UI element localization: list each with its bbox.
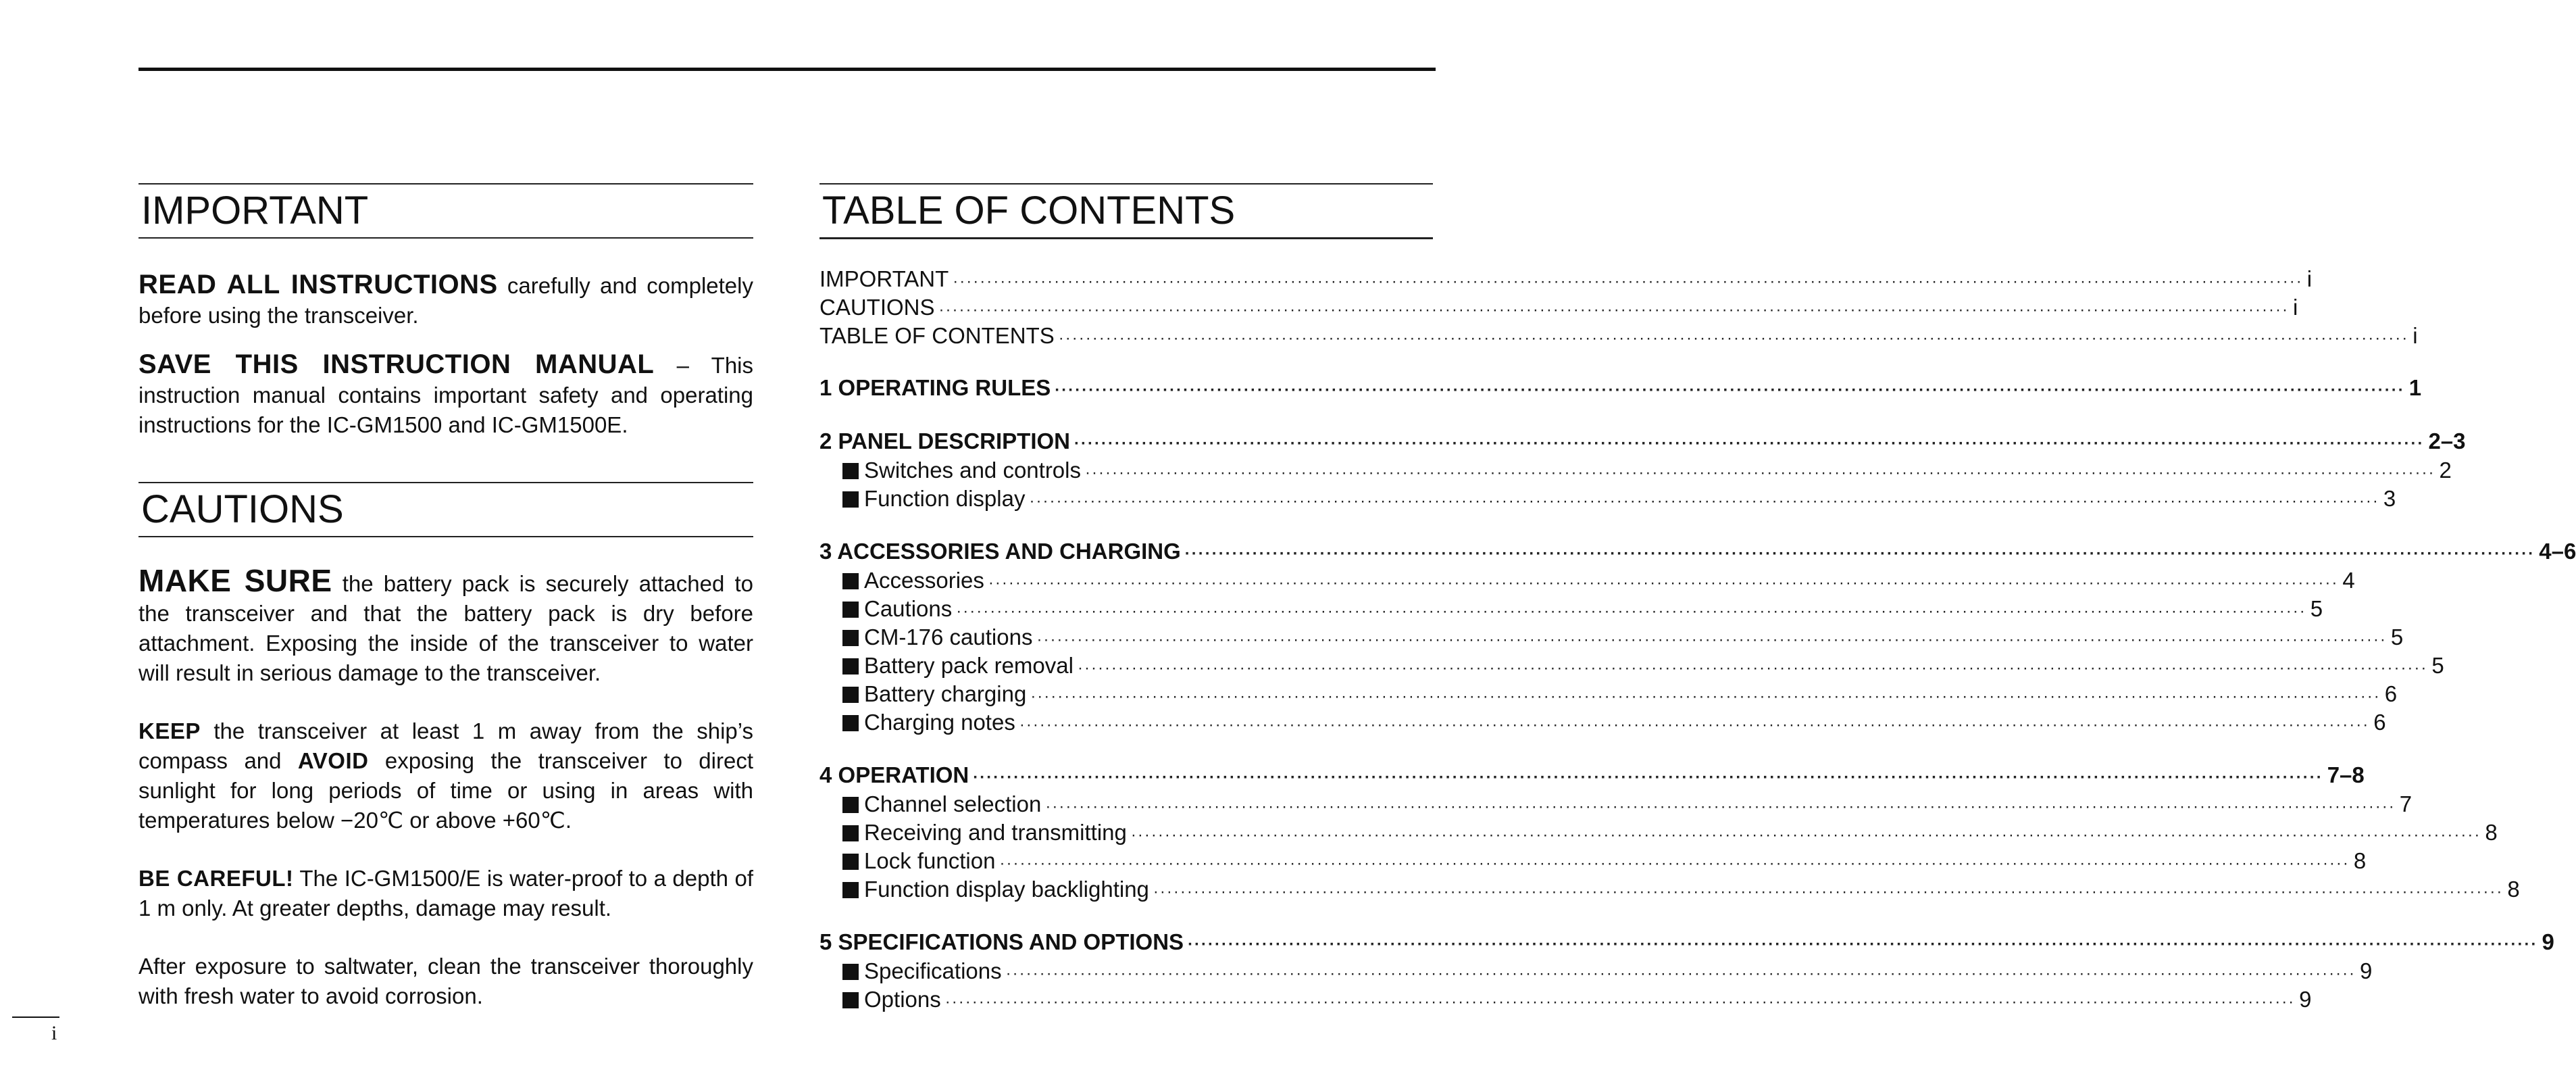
- be-careful-lead: BE CAREFUL!: [138, 866, 294, 891]
- toc-entry-label: [842, 568, 984, 593]
- dot-leader: ········································································································································································································: [956, 602, 2306, 620]
- keep-lead: KEEP: [138, 718, 201, 743]
- dot-leader: ········································································································································································································: [1085, 464, 2435, 482]
- dot-leader: ········································································································································································································: [1058, 329, 2409, 347]
- toc-page-number: 2: [2439, 458, 2452, 483]
- toc-entry-label: [842, 624, 1032, 650]
- dot-leader: ········································································································································································································: [973, 768, 2323, 787]
- toc-entry-label: [819, 538, 1181, 565]
- toc-subsection-entry: [819, 624, 2404, 653]
- toc-entry-label: [842, 791, 1041, 817]
- toc-page-number: 5: [2431, 653, 2444, 678]
- dot-leader: ········································································································································································································: [953, 272, 2303, 291]
- toc-page-number: 9: [2542, 929, 2554, 954]
- toc-entry-label: [842, 596, 952, 622]
- make-sure-paragraph: [138, 563, 753, 688]
- dot-leader: ········································································································································································································: [938, 301, 2289, 319]
- toc-subsection-entry: [819, 458, 2452, 486]
- toc-subsection-entry: [819, 877, 2520, 905]
- toc-page-number: 5: [2390, 624, 2404, 650]
- toc-entry-text: Receiving and transmitting: [864, 820, 1127, 845]
- toc-page-number: 9: [2299, 987, 2312, 1012]
- toc-subsection-entry: [819, 568, 2355, 596]
- toc-entry-text: Specifications: [864, 958, 1002, 983]
- toc-entry-label: [842, 820, 1127, 846]
- toc-page-number: 8: [2353, 848, 2367, 873]
- square-bullet-icon: [842, 854, 859, 870]
- keep-paragraph: [138, 716, 753, 835]
- toc-page-number: 1: [2408, 375, 2422, 400]
- dot-leader: ········································································································································································································: [1188, 935, 2538, 954]
- toc-subsection-entry: [819, 653, 2444, 681]
- read-instructions-paragraph: [138, 270, 753, 330]
- toc-entry-text: 3 ACCESSORIES AND CHARGING: [819, 539, 1181, 564]
- toc-list: [819, 266, 2576, 1015]
- cautions-heading: CAUTIONS: [138, 482, 753, 537]
- dot-leader: ········································································································································································································: [1077, 659, 2428, 677]
- toc-entry-text: Function display: [864, 486, 1026, 511]
- toc-page-number: 6: [2373, 710, 2386, 735]
- dot-leader: ········································································································································································································: [1030, 687, 2381, 706]
- toc-entry-label: [819, 295, 935, 320]
- toc-front-entry: [819, 266, 2313, 295]
- dot-leader: ········································································································································································································: [1184, 545, 2535, 563]
- toc-entry-label: [842, 681, 1026, 707]
- square-bullet-icon: [842, 715, 859, 731]
- toc-heading: TABLE OF CONTENTS: [819, 183, 1433, 239]
- square-bullet-icon: [842, 573, 859, 589]
- toc-entry-text: Function display backlighting: [864, 877, 1149, 902]
- toc-entry-label: [842, 653, 1074, 679]
- toc-entry-text: Charging notes: [864, 710, 1015, 735]
- toc-entry-label: [819, 762, 969, 789]
- toc-entry-text: TABLE OF CONTENTS: [819, 323, 1055, 348]
- toc-subsection-entry: [819, 791, 2413, 820]
- toc-subsection-entry: [819, 958, 2373, 987]
- toc-entry-text: CAUTIONS: [819, 295, 935, 320]
- square-bullet-icon: [842, 687, 859, 703]
- toc-page-number: 7–8: [2327, 762, 2365, 787]
- make-sure-lead: MAKE SURE: [138, 563, 332, 598]
- toc-entry-text: 4 OPERATION: [819, 762, 969, 787]
- toc-front-matter: [819, 266, 2418, 351]
- toc-page-number: 2–3: [2428, 428, 2466, 454]
- square-bullet-icon: [842, 658, 859, 675]
- toc-entry-text: Options: [864, 987, 941, 1012]
- keep-text-b: exposing the transceiver to direct sunlight for long periods of time or using in areas with temperatures below −20℃ or above +60℃.: [138, 748, 754, 833]
- toc-entry-text: CM-176 cautions: [864, 624, 1033, 650]
- toc-entry-text: Lock function: [864, 848, 996, 873]
- save-manual-paragraph: [138, 349, 753, 440]
- keep-text-a: the transceiver at least 1 m away from the ship’s compass and: [138, 718, 753, 773]
- page-number-rule: [12, 1016, 59, 1018]
- toc-page-number: 4: [2342, 568, 2355, 593]
- dot-leader: ········································································································································································································: [1074, 435, 2425, 453]
- toc-section: [819, 374, 2422, 404]
- toc-page-number: i: [2292, 295, 2298, 320]
- toc-subsection-entry: [819, 987, 2312, 1015]
- toc-entry-label: [819, 266, 949, 292]
- toc-section: [819, 428, 2466, 514]
- toc-page-number: 8: [2485, 820, 2498, 845]
- square-bullet-icon: [842, 992, 859, 1008]
- toc-entry-label: [842, 486, 1025, 512]
- toc-front-entry: [819, 323, 2418, 351]
- toc-section-entry: [819, 428, 2466, 458]
- toc-subsection-entry: [819, 710, 2386, 738]
- toc-page-number: 8: [2507, 877, 2520, 902]
- toc-page-number: 4–6: [2539, 539, 2576, 564]
- toc-entry-text: Cautions: [864, 596, 953, 621]
- toc-page-number: i: [2306, 266, 2313, 291]
- square-bullet-icon: [842, 964, 859, 980]
- toc-front-entry: [819, 295, 2298, 323]
- read-instructions-text: carefully and completely before using the transceiver.: [138, 273, 753, 328]
- square-bullet-icon: [842, 882, 859, 898]
- right-column: [819, 183, 2576, 1039]
- square-bullet-icon: [842, 602, 859, 618]
- toc-subsection-entry: [819, 486, 2396, 514]
- toc-section-entry: [819, 538, 2576, 568]
- toc-page-number: 9: [2360, 958, 2373, 983]
- toc-entry-text: Accessories: [864, 568, 984, 593]
- square-bullet-icon: [842, 797, 859, 813]
- toc-entry-text: Channel selection: [864, 791, 1042, 816]
- toc-entry-label: [819, 323, 1055, 349]
- save-manual-text: – This instruction manual contains important safety and operating instructions for the IC-GM1500 and IC-GM1500E.: [138, 353, 754, 437]
- toc-section-entry: [819, 374, 2422, 404]
- dot-leader: ········································································································································································································: [944, 993, 2296, 1011]
- dot-leader: ········································································································································································································: [999, 854, 2350, 873]
- dot-leader: ········································································································································································································: [1045, 798, 2396, 816]
- toc-section-entry: [819, 929, 2554, 958]
- toc-subsection-entry: [819, 681, 2398, 710]
- toc-entry-label: [842, 958, 1002, 984]
- toc-entry-text: Switches and controls: [864, 458, 1081, 483]
- toc-entry-label: [842, 848, 995, 874]
- toc-entry-text: IMPORTANT: [819, 266, 949, 291]
- be-careful-paragraph: [138, 864, 753, 923]
- toc-section: [819, 929, 2554, 1015]
- left-column: [138, 183, 753, 1011]
- dot-leader: ········································································································································································································: [1055, 381, 2405, 399]
- toc-section-entry: [819, 762, 2365, 791]
- toc-subsection-entry: [819, 596, 2323, 624]
- toc-entry-text: Battery charging: [864, 681, 1027, 706]
- page-number: i: [51, 1022, 57, 1044]
- square-bullet-icon: [842, 825, 859, 841]
- toc-entry-label: [819, 929, 1184, 956]
- dot-leader: ········································································································································································································: [1130, 826, 2481, 844]
- toc-page-number: 5: [2310, 596, 2323, 621]
- toc-page-number: 3: [2383, 486, 2396, 511]
- dot-leader: ········································································································································································································: [1005, 964, 2356, 983]
- make-sure-text: the battery pack is securely attached to the transceiver and that the battery pack is dry before attachment. Exposing the inside of the transceiver to water will result in serious damage to the transceiver.: [138, 571, 753, 685]
- saltwater-paragraph: After exposure to saltwater, clean the transceiver thoroughly with fresh water to avoid corrosion.: [138, 954, 753, 1008]
- dot-leader: ········································································································································································································: [988, 574, 2339, 592]
- dot-leader: ········································································································································································································: [1019, 716, 2370, 734]
- toc-section: [819, 762, 2520, 905]
- dot-leader: ········································································································································································································: [1153, 883, 2504, 901]
- toc-entry-label: [842, 987, 941, 1012]
- avoid-lead: AVOID: [297, 748, 369, 773]
- toc-subsection-entry: [819, 820, 2498, 848]
- toc-entry-label: [842, 710, 1015, 735]
- important-heading: IMPORTANT: [138, 183, 753, 239]
- toc-entry-label: [819, 374, 1051, 401]
- toc-entry-text: Battery pack removal: [864, 653, 1074, 678]
- toc-page-number: i: [2413, 323, 2418, 348]
- be-careful-text: The IC-GM1500/E is water-proof to a depth of 1 m only. At greater depths, damage may result.: [138, 866, 753, 921]
- save-manual-lead: SAVE THIS INSTRUCTION MANUAL: [138, 349, 655, 379]
- toc-entry-label: [819, 428, 1070, 455]
- read-instructions-lead: READ ALL INSTRUCTIONS: [138, 270, 498, 299]
- toc-entry-text: 1 OPERATING RULES: [819, 375, 1051, 400]
- dot-leader: ········································································································································································································: [1029, 492, 2379, 510]
- toc-page-number: 7: [2399, 791, 2413, 816]
- toc-section: [819, 538, 2576, 738]
- toc-entry-label: [842, 458, 1081, 483]
- toc-entry-text: 2 PANEL DESCRIPTION: [819, 428, 1071, 454]
- top-rule: [138, 68, 1436, 71]
- toc-page-number: 6: [2384, 681, 2398, 706]
- toc-entry-text: 5 SPECIFICATIONS AND OPTIONS: [819, 929, 1184, 954]
- square-bullet-icon: [842, 463, 859, 479]
- square-bullet-icon: [842, 491, 859, 508]
- toc-subsection-entry: [819, 848, 2367, 877]
- toc-entry-label: [842, 877, 1149, 902]
- square-bullet-icon: [842, 630, 859, 646]
- dot-leader: ········································································································································································································: [1036, 631, 2387, 649]
